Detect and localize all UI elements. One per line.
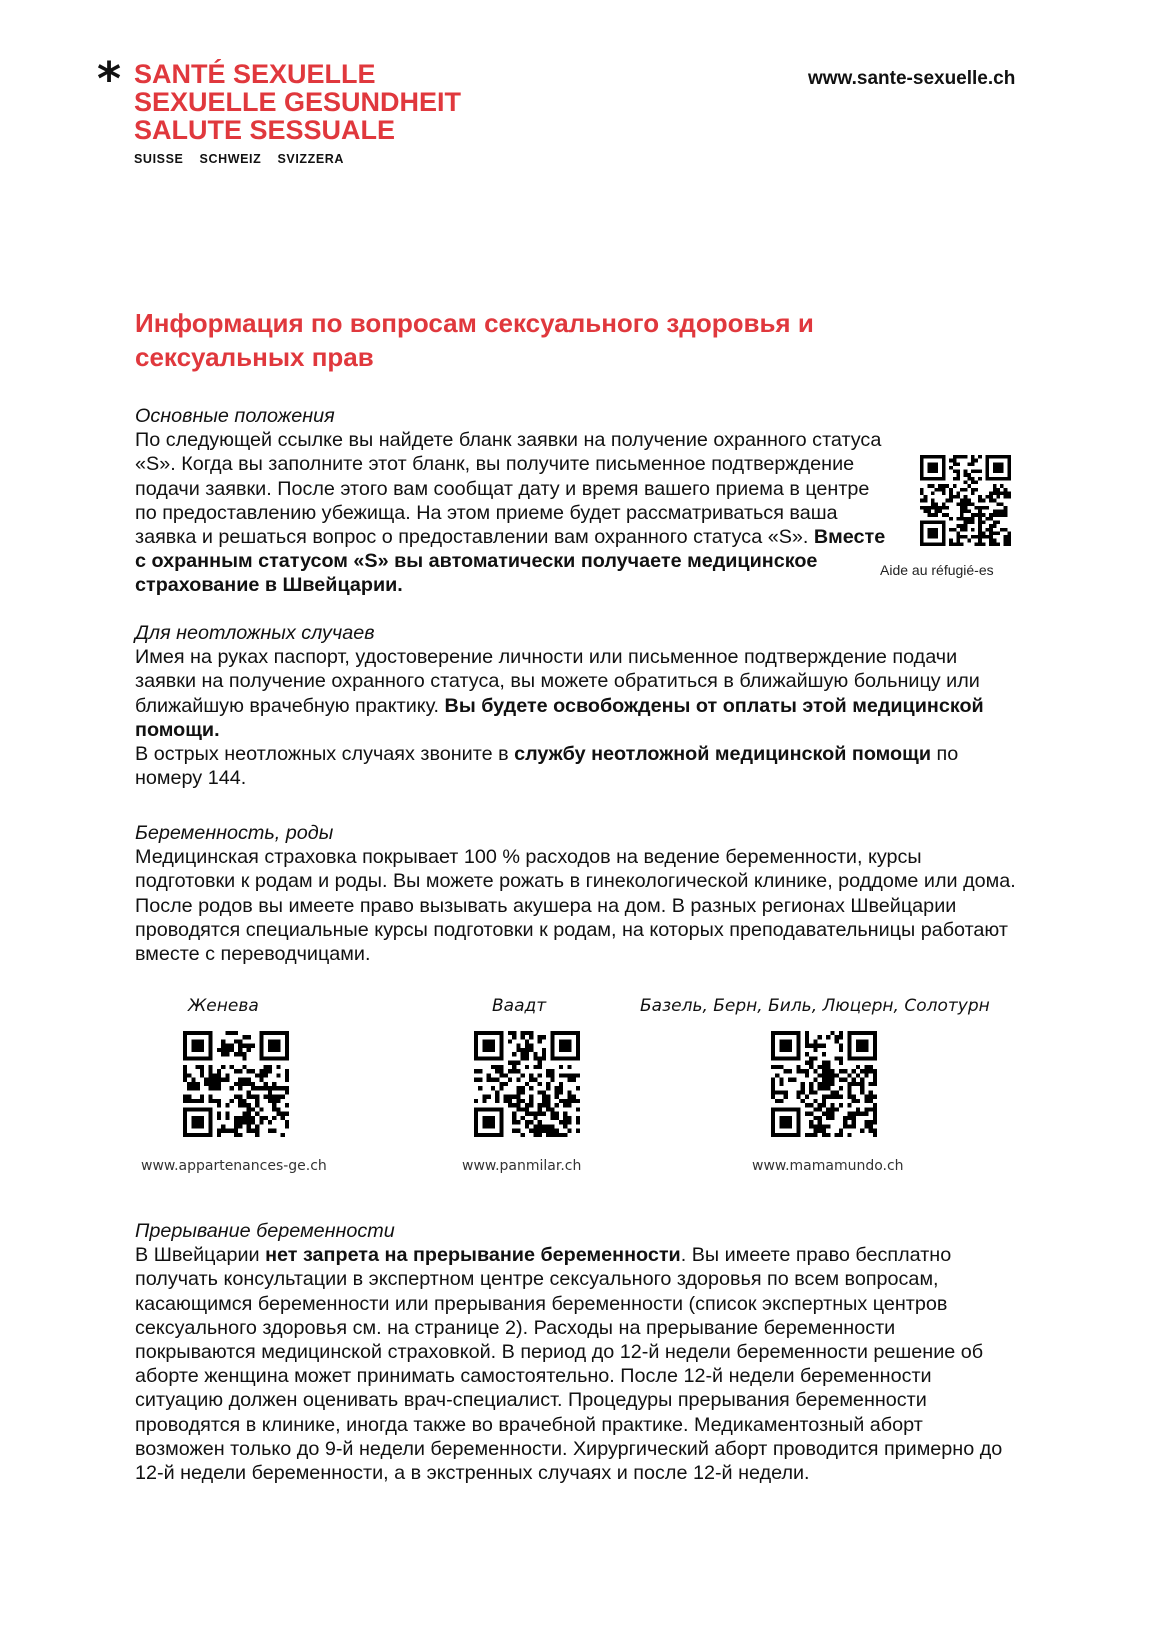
section-text: Имея на руках паспорт, удостоверение личности или письменное подтверждение подачи заявки на получение охранного статуса, вы можете обратиться в ближайшую больницу или ближайшую врачебную практику. Вы будете освобождены от оплаты этой медицинской помощи. — [135, 646, 984, 741]
section-bold-text: Вместе с охранным статусом «S» вы автоматически получаете медицинское страхование в Швейцарии. — [135, 526, 886, 597]
section-text: В Швейцарии нет запрета на прерывание беременности. Вы имеете право бесплатно получать консультации в экспертном центре сексуального здоровья по всем вопросам, касающимся беременности или прерывания беременности (список экспертных центров сексуального здоровья см. на странице 2). Расходы на прерывание беременности покрываются медицинской страховкой. В период до 12-й недели беременности решение об аборте женщина может принимать самостоятельно. После 12-й недели беременности ситуацию должен оценивать врач-специалист. Процедуры прерывания беременности проводятся в клинике, иногда также во врачебной практике. Медикаментозный аборт возможен только до 9-й недели беременности. Хирургический аборт проводится примерно до 12-й недели беременности, а в экстренных случаях и после 12-й недели. — [135, 1244, 1003, 1485]
section-subtitle: Прерывание беременности — [135, 1220, 395, 1242]
region-link-vaud[interactable]: www.panmilar.ch — [462, 1158, 582, 1174]
qr-code-icon[interactable] — [771, 1031, 877, 1137]
section-basic — [135, 404, 895, 598]
section-bold-text: нет запрета на прерывание беременности — [265, 1244, 681, 1267]
qr-caption: Aide au réfugié-es — [880, 562, 994, 578]
emergency-service: службу неотложной медицинской помощи — [514, 743, 931, 766]
section-bold-text: Вы будете освобождены от оплаты этой медицинской помощи. — [135, 694, 984, 741]
emergency-call-text: В острых неотложных случаях звоните в службу неотложной медицинской помощи по номеру 144. — [135, 743, 959, 790]
section-subtitle: Беременность, роды — [135, 822, 334, 844]
country-de: SCHWEIZ — [199, 152, 262, 166]
website-link[interactable]: www.sante-sexuelle.ch — [808, 68, 1016, 89]
section-pregnancy — [135, 821, 1023, 966]
section-abortion — [135, 1219, 1005, 1485]
section-subtitle: Основные положения — [135, 405, 335, 427]
region-label-vaud: Ваадт — [492, 996, 547, 1016]
region-label-geneva: Женева — [188, 996, 259, 1016]
section-emergency — [135, 621, 1015, 790]
section-text: Медицинская страховка покрывает 100 % расходов на ведение беременности, курсы подготовки к родам и роды. Вы можете рожать в гинекологической клинике, роддоме или дома. После родов вы имеете право вызывать акушера на дом. В разных регионах Швейцарии проводятся специальные курсы подготовки к родам, на которых преподавательницы работают вместе с переводчицами. — [135, 846, 1016, 966]
section-text: По следующей ссылке вы найдете бланк заявки на получение охранного статуса «S». Когда вы заполните этот бланк, вы получите письменное подтверждение подачи заявки. После этого вам сообщат дату и время вашего приема в центре по предоставлению убежища. На этом приеме будет рассматриваться ваша заявка и решаться вопрос о предоставлении вам охранного статуса «S». Вместе с охранным статусом «S» вы автоматически получаете медицинское страхование в Швейцарии. — [135, 429, 886, 597]
qr-code-icon[interactable] — [183, 1031, 289, 1137]
asterisk-icon: * — [97, 52, 122, 106]
region-label-basel: Базель, Берн, Биль, Люцерн, Солотурн — [640, 996, 990, 1016]
country-fr: SUISSE — [134, 152, 184, 166]
page-title: Информация по вопросам сексуального здоровья и сексуальных прав — [135, 308, 814, 372]
logo-line-fr: SANTÉ SEXUELLE — [134, 59, 376, 89]
logo-countries — [134, 152, 494, 166]
section-subtitle: Для неотложных случаев — [135, 622, 375, 644]
country-it: SVIZZERA — [277, 152, 345, 166]
logo-line-it: SALUTE SESSUALE — [134, 115, 396, 145]
region-link-basel[interactable]: www.mamamundo.ch — [752, 1158, 904, 1174]
qr-code-icon[interactable] — [920, 455, 1011, 546]
logo-line-de: SEXUELLE GESUNDHEIT — [134, 87, 462, 117]
region-link-geneva[interactable]: www.appartenances-ge.ch — [141, 1158, 327, 1174]
qr-code-icon[interactable] — [474, 1031, 580, 1137]
